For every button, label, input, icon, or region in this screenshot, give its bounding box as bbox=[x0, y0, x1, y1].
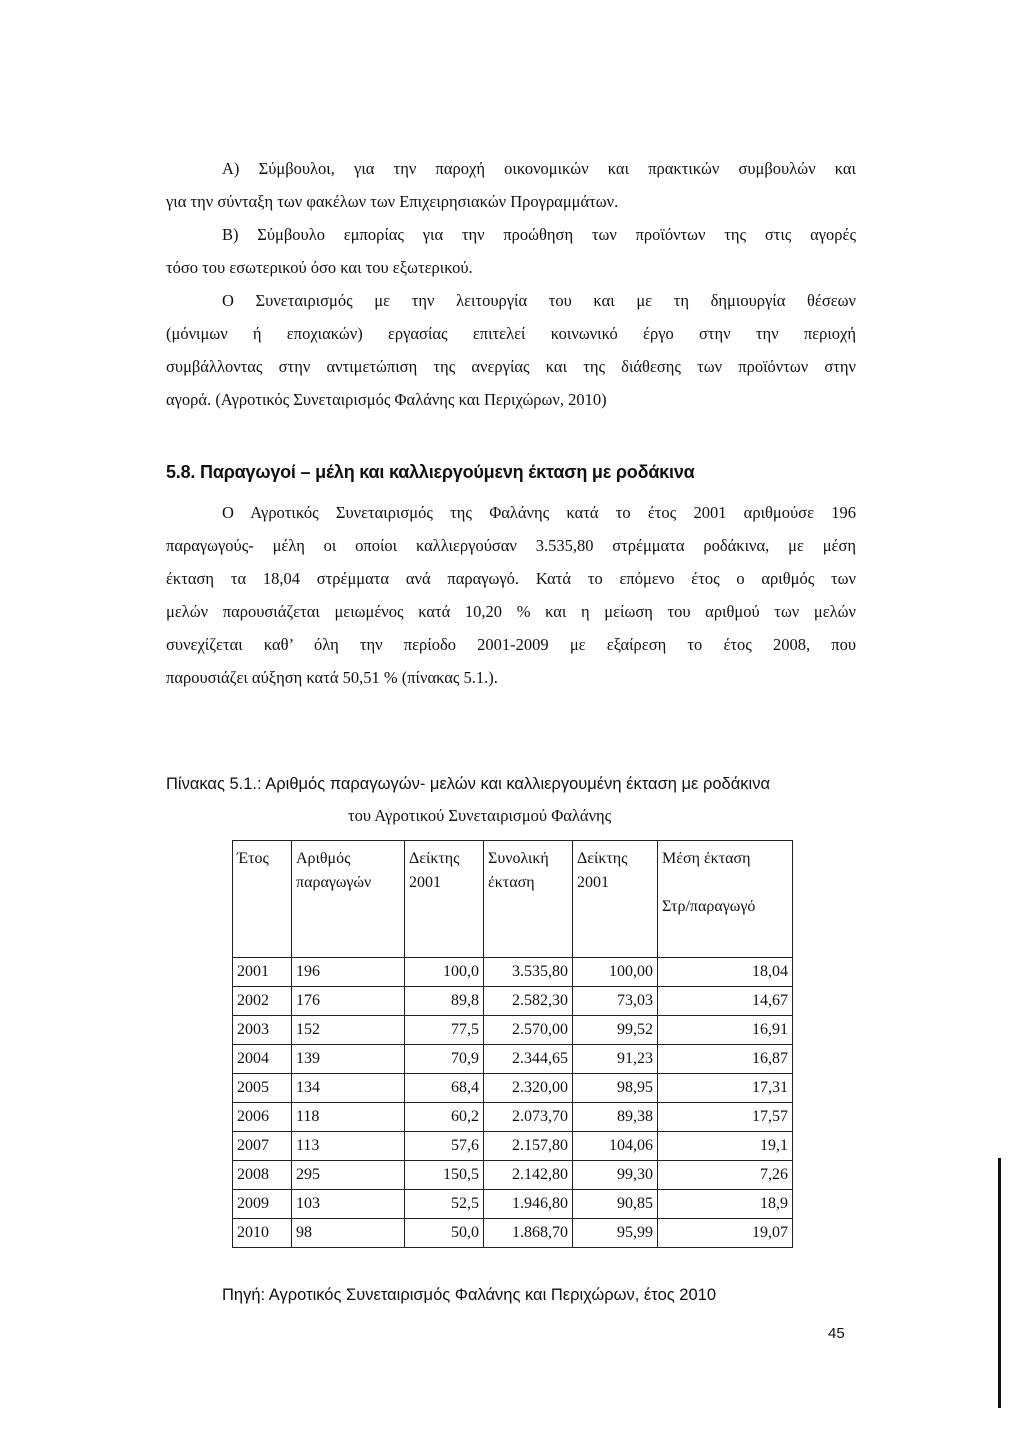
table-cell: 16,87 bbox=[658, 1045, 793, 1074]
table-cell: 1.946,80 bbox=[484, 1190, 573, 1219]
table-row bbox=[233, 1045, 793, 1074]
table-cell: 95,99 bbox=[573, 1219, 658, 1248]
table-cell: 2.157,80 bbox=[484, 1132, 573, 1161]
table-cell: 18,04 bbox=[658, 958, 793, 987]
table-cell: 196 bbox=[292, 958, 405, 987]
table-row bbox=[233, 1190, 793, 1219]
text-line: έκταση τα 18,04 στρέμματα ανά παραγωγό. Κατά το επόμενο έτος ο αριθμός των bbox=[166, 569, 856, 588]
producers-paragraph bbox=[166, 496, 856, 694]
section-number: 5.8. bbox=[166, 462, 196, 482]
table-cell: 100,00 bbox=[573, 958, 658, 987]
header-producers bbox=[292, 841, 405, 958]
text-line: (μόνιμων ή εποχιακών) εργασίας επιτελεί κοινωνικό έργο στην την περιοχή bbox=[166, 324, 856, 343]
header-average-area bbox=[658, 841, 793, 958]
table-cell: 150,5 bbox=[405, 1161, 484, 1190]
text-line: Ο Συνεταιρισμός με την λειτουργία του και με τη δημιουργία θέσεων bbox=[222, 291, 856, 310]
text-line: μελών παρουσιάζεται μειωμένος κατά 10,20 % και η μείωση του αριθμού των μελών bbox=[166, 602, 856, 621]
table-cell: 2003 bbox=[233, 1016, 292, 1045]
table-cell: 7,26 bbox=[658, 1161, 793, 1190]
section-title: Παραγωγοί – μέλη και καλλιεργούμενη έκταση με ροδάκινα bbox=[200, 462, 695, 482]
header-label: έκταση bbox=[488, 874, 535, 891]
table-cell: 60,2 bbox=[405, 1103, 484, 1132]
table-cell: 52,5 bbox=[405, 1190, 484, 1219]
table-caption: Πίνακας 5.1.: Αριθμός παραγωγών- μελών και καλλιεργουμένη έκταση με ροδάκινα bbox=[166, 775, 770, 793]
table-cell: 90,85 bbox=[573, 1190, 658, 1219]
page-number: 45 bbox=[828, 1325, 845, 1342]
text-line: Ο Αγροτικός Συνεταιρισμός της Φαλάνης κατά το έτος 2001 αριθμούσε 196 bbox=[222, 503, 856, 522]
section-heading bbox=[166, 462, 695, 483]
header-label: Δείκτης bbox=[409, 850, 460, 867]
table-cell: 103 bbox=[292, 1190, 405, 1219]
table-cell: 2.344,65 bbox=[484, 1045, 573, 1074]
table-row bbox=[233, 1132, 793, 1161]
table-cell: 139 bbox=[292, 1045, 405, 1074]
header-label: Στρ/παραγωγό bbox=[662, 898, 756, 915]
text-line: για την σύνταξη των φακέλων των Επιχειρησιακών Προγραμμάτων. bbox=[166, 192, 619, 211]
table-cell: 152 bbox=[292, 1016, 405, 1045]
text-line: συνεχίζεται καθ’ όλη την περίοδο 2001-2009 με εξαίρεση το έτος 2008, που bbox=[166, 635, 856, 654]
table-cell: 99,30 bbox=[573, 1161, 658, 1190]
table-cell: 2.570,00 bbox=[484, 1016, 573, 1045]
table-cell: 2.142,80 bbox=[484, 1161, 573, 1190]
table-cell: 2.320,00 bbox=[484, 1074, 573, 1103]
header-label: Δείκτης bbox=[577, 850, 628, 867]
text-line: παραγωγούς- μέλη οι οποίοι καλλιεργούσαν 3.535,80 στρέμματα ροδάκινα, με μέση bbox=[166, 536, 856, 555]
text-line: συμβάλλοντας στην αντιμετώπιση της ανεργίας και της διάθεσης των προϊόντων στην bbox=[166, 357, 856, 376]
advisors-paragraph bbox=[166, 152, 856, 284]
header-index-producers bbox=[405, 841, 484, 958]
table-cell: 295 bbox=[292, 1161, 405, 1190]
header-label: 2001 bbox=[409, 874, 441, 891]
table-cell: 18,9 bbox=[658, 1190, 793, 1219]
table-cell: 89,8 bbox=[405, 987, 484, 1016]
table-row bbox=[233, 958, 793, 987]
table-cell: 57,6 bbox=[405, 1132, 484, 1161]
table-cell: 2.582,30 bbox=[484, 987, 573, 1016]
header-label: Έτος bbox=[237, 850, 269, 867]
table-cell: 2004 bbox=[233, 1045, 292, 1074]
table-cell: 50,0 bbox=[405, 1219, 484, 1248]
table-body bbox=[233, 958, 793, 1248]
table-cell: 2001 bbox=[233, 958, 292, 987]
header-total-area bbox=[484, 841, 573, 958]
table-cell: 70,9 bbox=[405, 1045, 484, 1074]
table-cell: 100,0 bbox=[405, 958, 484, 987]
table-row bbox=[233, 1103, 793, 1132]
table-cell: 2006 bbox=[233, 1103, 292, 1132]
text-line: τόσο του εσωτερικού όσο και του εξωτερικού. bbox=[166, 258, 473, 277]
table-cell: 68,4 bbox=[405, 1074, 484, 1103]
table-cell: 2002 bbox=[233, 987, 292, 1016]
scan-edge-line bbox=[998, 1158, 1001, 1408]
table-cell: 89,38 bbox=[573, 1103, 658, 1132]
text-line: παρουσιάζει αύξηση κατά 50,51 % (πίνακας 5.1.). bbox=[166, 668, 498, 687]
table-caption-subtitle: του Αγροτικού Συνεταιρισμού Φαλάνης bbox=[348, 806, 612, 825]
text-line: αγορά. (Αγροτικός Συνεταιρισμός Φαλάνης και Περιχώρων, 2010) bbox=[166, 390, 607, 409]
table-row bbox=[233, 1219, 793, 1248]
table-cell: 77,5 bbox=[405, 1016, 484, 1045]
table-cell: 99,52 bbox=[573, 1016, 658, 1045]
table-cell: 2007 bbox=[233, 1132, 292, 1161]
table-cell: 17,31 bbox=[658, 1074, 793, 1103]
header-label: Αριθμός bbox=[296, 850, 351, 867]
table-cell: 176 bbox=[292, 987, 405, 1016]
table-cell: 2010 bbox=[233, 1219, 292, 1248]
table-cell: 19,07 bbox=[658, 1219, 793, 1248]
table-cell: 3.535,80 bbox=[484, 958, 573, 987]
header-label: παραγωγών bbox=[296, 874, 372, 891]
table-cell: 19,1 bbox=[658, 1132, 793, 1161]
table-cell: 113 bbox=[292, 1132, 405, 1161]
table-cell: 16,91 bbox=[658, 1016, 793, 1045]
table-cell: 2009 bbox=[233, 1190, 292, 1219]
header-label: Συνολική bbox=[488, 850, 549, 867]
table-cell: 98 bbox=[292, 1219, 405, 1248]
table-row bbox=[233, 1016, 793, 1045]
table-row bbox=[233, 1074, 793, 1103]
table-row bbox=[233, 1161, 793, 1190]
table-cell: 91,23 bbox=[573, 1045, 658, 1074]
producers-table bbox=[232, 840, 793, 1248]
header-label: 2001 bbox=[577, 874, 609, 891]
table-cell: 73,03 bbox=[573, 987, 658, 1016]
table-cell: 104,06 bbox=[573, 1132, 658, 1161]
cooperative-paragraph bbox=[166, 284, 856, 416]
table-cell: 98,95 bbox=[573, 1074, 658, 1103]
text-line: Β) Σύμβουλο εμπορίας για την προώθηση των προϊόντων της στις αγορές bbox=[222, 225, 856, 244]
text-line: Α) Σύμβουλοι, για την παροχή οικονομικών και πρακτικών συμβουλών και bbox=[222, 159, 856, 178]
table-cell: 1.868,70 bbox=[484, 1219, 573, 1248]
table-cell: 14,67 bbox=[658, 987, 793, 1016]
table-cell: 134 bbox=[292, 1074, 405, 1103]
table-source: Πηγή: Αγροτικός Συνεταιρισμός Φαλάνης και Περιχώρων, έτος 2010 bbox=[222, 1286, 716, 1304]
table-cell: 2008 bbox=[233, 1161, 292, 1190]
header-label: Μέση έκταση bbox=[662, 850, 751, 867]
table-cell: 2.073,70 bbox=[484, 1103, 573, 1132]
table-header-row bbox=[233, 841, 793, 958]
header-year bbox=[233, 841, 292, 958]
table-cell: 17,57 bbox=[658, 1103, 793, 1132]
table-cell: 118 bbox=[292, 1103, 405, 1132]
table-cell: 2005 bbox=[233, 1074, 292, 1103]
table-row bbox=[233, 987, 793, 1016]
header-index-area bbox=[573, 841, 658, 958]
